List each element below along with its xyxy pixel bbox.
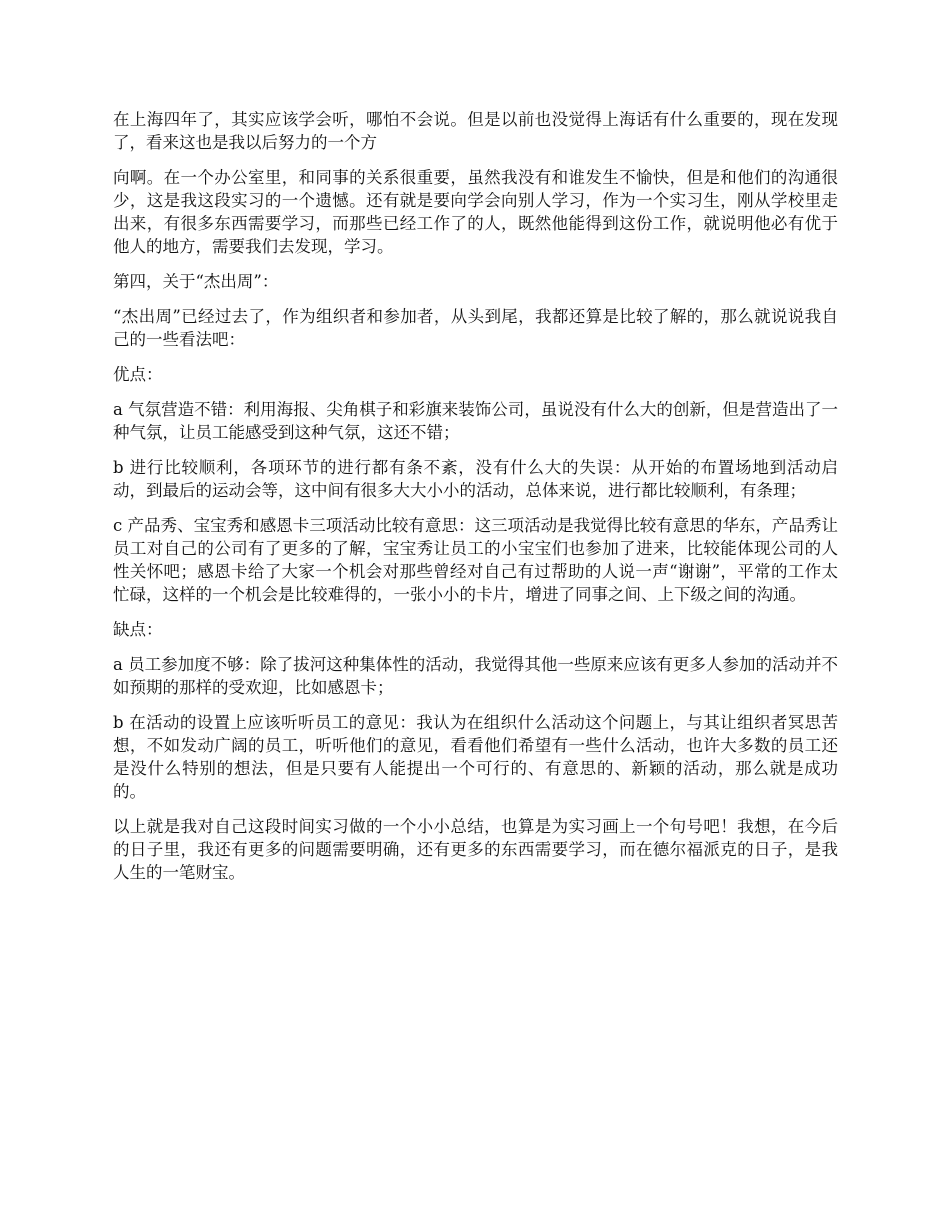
advantages-heading: 优点：	[113, 365, 163, 384]
document-page	[113, 108, 838, 896]
paragraph-outstanding-week-intro: “杰出周”已经过去了，作为组织者和参加者，从头到尾，我都还算是比较了解的，那么就说说我自己的一些看法吧：	[113, 307, 838, 349]
advantage-item-a: a 气氛营造不错：利用海报、尖角棋子和彩旗来装饰公司，虽说没有什么大的创新，但是营造出了一种气氛，让员工能感受到这种气氛，这还不错；	[113, 400, 838, 442]
disadvantage-item-b: b 在活动的设置上应该听听员工的意见：我认为在组织什么活动这个问题上，与其让组织者冥思苦想，不如发动广阔的员工，听听他们的意见，看看他们希望有一些什么活动，也许大多数的员工还是没什么特别的想法，但是只要有人能提出一个可行的、有意思的、新颖的活动，那么就是成功的。	[113, 713, 838, 801]
paragraph-shanghai-dialect: 在上海四年了，其实应该学会听，哪怕不会说。但是以前也没觉得上海话有什么重要的，现在发现了，看来这也是我以后努力的一个方	[113, 110, 838, 152]
disadvantage-item-a: a 员工参加度不够：除了拔河这种集体性的活动，我觉得其他一些原来应该有更多人参加的活动并不如预期的那样的受欢迎，比如感恩卡；	[113, 655, 838, 697]
advantage-item-b: b 进行比较顺利，各项环节的进行都有条不紊，没有什么大的失误：从开始的布置场地到活动启动，到最后的运动会等，这中间有很多大大小小的活动，总体来说，进行都比较顺利，有条理；	[113, 458, 838, 500]
paragraph-office-relations: 向啊。在一个办公室里，和同事的关系很重要，虽然我没有和谁发生不愉快，但是和他们的沟通很少，这是我这段实习的一个遗憾。还有就是要向学会向别人学习，作为一个实习生，刚从学校里走出来，有很多东西需要学习，而那些已经工作了的人，既然他能得到这份工作，就说明他必有优于他人的地方，需要我们去发现，学习。	[113, 168, 838, 256]
disadvantages-heading: 缺点：	[113, 620, 163, 639]
paragraph-conclusion: 以上就是我对自己这段时间实习做的一个小小总结，也算是为实习画上一个句号吧！我想，在今后的日子里，我还有更多的问题需要明确，还有更多的东西需要学习，而在德尔福派克的日子，是我人生的一笔财宝。	[113, 817, 838, 882]
section-heading-outstanding-week: 第四，关于“杰出周”：	[113, 272, 279, 291]
advantage-item-c: c 产品秀、宝宝秀和感恩卡三项活动比较有意思：这三项活动是我觉得比较有意思的华东，产品秀让员工对自己的公司有了更多的了解，宝宝秀让员工的小宝宝们也参加了进来，比较能体现公司的人性关怀吧；感恩卡给了大家一个机会对那些曾经对自己有过帮助的人说一声“谢谢”，平常的工作太忙碌，这样的一个机会是比较难得的，一张小小的卡片，增进了同事之间、上下级之间的沟通。	[113, 516, 838, 604]
